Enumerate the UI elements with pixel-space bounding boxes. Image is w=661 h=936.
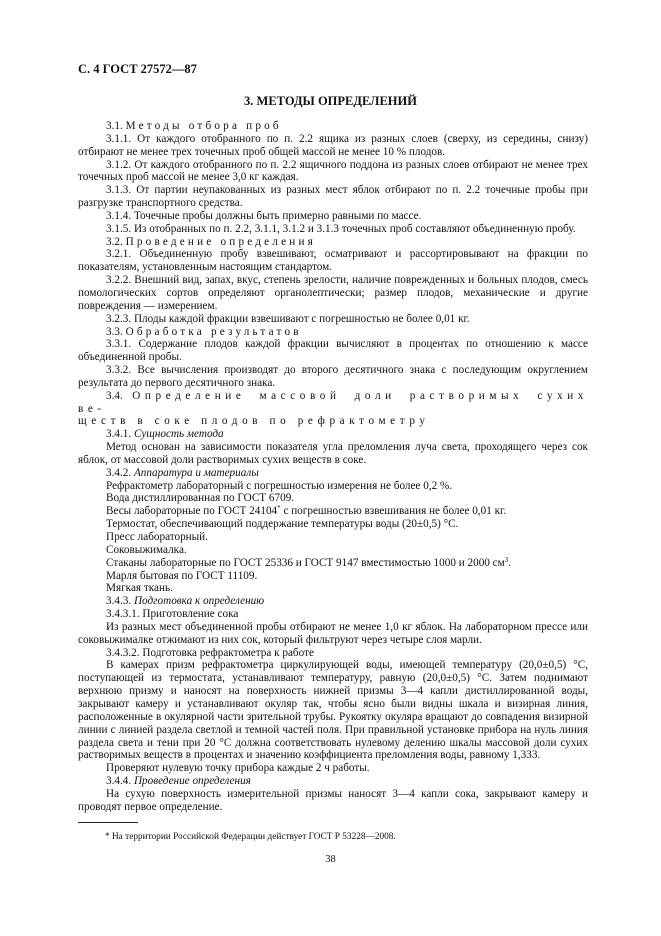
equipment-item: Пресс лабораторный. [106,531,208,543]
page-number: 38 [325,854,336,865]
paragraph: 3.1.5. Из отобранных по п. 2.2, 3.1.1, 3.1.2 и 3.1.3 точечных проб составляют объединенную пробу. [106,222,576,235]
subsubsection-heading: 3.4.3. Подготовка к определению [106,595,265,608]
subsubsection-heading: 3.4.4. Проведение определения [106,775,251,788]
equipment-item: Мягкая ткань. [106,582,173,595]
page-header: С. 4 ГОСТ 27572—87 [78,62,197,76]
subsubsection-heading: 3.4.2. Аппаратура и материалы [106,466,259,479]
paragraph: 3.2.1. Объединенную пробу взвешивают, осматривают и рассортировывают на фракции по показателям, установленным настоящим стандартом. [78,248,588,274]
footnote: * На территории Российской Федерации действует ГОСТ Р 53228—2008. [105,832,396,842]
paragraph: 3.1.3. От партии неупакованных из разных мест яблок отбирают по п. 2.2 точечные пробы при разгрузке транспортного средства. [78,184,588,210]
paragraph: 3.1.2. От каждого отобранного по п. 2.2 ящичного поддона из разных слоев отбирают не менее трех точечных проб массой не менее 3,0 кг каждая. [78,158,588,184]
document-body [78,120,588,814]
section-title: 3. МЕТОДЫ ОПРЕДЕЛЕНИЙ [244,94,417,108]
footnote-mark: * [277,504,281,513]
equipment-item: Термостат, обеспечивающий поддержание температуры воды (20±0,5) °С. [106,518,459,531]
subsection-heading: 3.2. Проведение определения [106,235,316,248]
item-heading: 3.4.3.2. Подготовка рефрактометра к работе [106,646,314,659]
subsubsection-heading: 3.4.1. Сущность метода [106,428,224,441]
subsection-heading: 3.1. Методы отбора проб [106,120,282,132]
paragraph: 3.1.4. Точечные пробы должны быть примерно равными по массе. [106,209,422,222]
paragraph: 3.1.1. От каждого отобранного по п. 2.2 ящика из разных слоев (сверху, из середины, снизу) отбирают не менее трех точечных проб общей массой не менее 10 % плодов. [78,132,588,158]
paragraph: 3.2.3. Плоды каждой фракции взвешивают с погрешностью не более 0,01 кг. [106,312,470,325]
footnote-divider [78,822,138,823]
paragraph: На сухую поверхность измерительной призмы наносят 3—4 капли сока, закрывают камеру и проводят первое определение. [78,787,588,813]
item-heading: 3.4.3.1. Приготовление сока [106,608,239,621]
paragraph: Метод основан на зависимости показателя угла преломления луча света, проходящего через сок яблок, от массовой доли растворимых сухих веществ в соке. [78,441,588,466]
equipment-item: Рефрактометр лабораторный с погрешностью измерения не более 0,2 %. [106,479,453,492]
equipment-item: Вода дистиллированная по ГОСТ 6709. [106,492,295,505]
subsection-heading-continued: ществ в соке плодов по рефрактометру [78,415,430,428]
paragraph: Проверяют нулевую точку прибора каждые 2 ч работы. [106,762,370,775]
paragraph: Из разных мест объединенной пробы отбирают не менее 1,0 кг яблок. На лабораторном прессе или соковыжималке отжимают из них сок, который фильтруют через четыре слоя марли. [78,620,588,646]
equipment-item: Стаканы лабораторные по ГОСТ 25336 и ГОСТ 9147 вместимостью 1000 и 2000 $см^3$. [106,555,512,569]
paragraph: В камерах призм рефрактометра циркулирующей воды, имеющей температуру (20,0±0,5) °С, поступающей из термостата, устанавливают температуру, равную (20,0±0,5) °С. Затем поднимают верхнюю призму и наносят на поверхность нижней призмы 3—4 капли дистиллированной воды, закрывают камеру и устанавливают окуляр так, чтобы ясно были видны шкала и визирная линия, расположенные в окулярной части зрительной трубы. Рукоятку окуляра вращают до совпадения визирной линии с линией раздела светлой и темной частей поля. При правильной установке прибора на нуль линия раздела света и тени при 20 °С должна соответствовать нулевому делению шкалы массовой доли сухих растворимых веществ в процентах и значению коэффициента преломления воды, равному 1,333. [78,659,588,762]
subsection-heading: 3.4. Определение массовой доли растворимых сухих ве- [78,389,589,415]
equipment-item: Соковыжималка. [106,543,187,556]
paragraph: 3.3.1. Содержание плодов каждой фракции вычисляют в процентах по отношению к массе объединенной пробы. [78,338,588,364]
equipment-item: Весы лабораторные по ГОСТ 24104* с погрешностью взвешивания не более 0,01 кг. [106,504,507,518]
subsection-heading: 3.3. Обработка результатов [106,325,302,338]
paragraph: 3.2.2. Внешний вид, запах, вкус, степень зрелости, наличие поврежденных и больных плодов, смесь помологических сортов определяют органолептически; размер плодов, механические и другие повреждения — измерением. [78,274,588,312]
paragraph: 3.3.2. Все вычисления производят до второго десятичного знака с последующим округлением результата до первого десятичного знака. [78,364,588,389]
equipment-item: Марля бытовая по ГОСТ 11109. [106,569,258,582]
